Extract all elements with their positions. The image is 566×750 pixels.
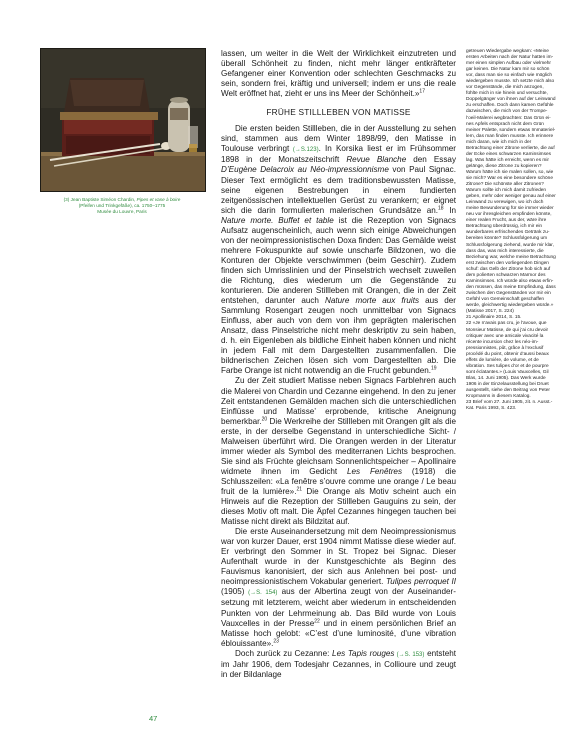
paragraph-3-text-b: Die Werkreihe der Stillleben mit Orangen gilt als die erste, in der derselbe Gegenstand in unterschiedliche Sicht- / Malweisen überführt wird. Die Orangen werden in der Literatur immer wieder als Symbol des mediterranen Lichts besprochen. Sie sind als Früchte gleichsam Sonnenlichtspeicher – Apollinaire widmete ihnen im Gedicht (221, 416, 456, 476)
title-les-fenetres: Les Fenêtres (347, 466, 403, 476)
page-ref-153[interactable]: (→S. 153) (394, 651, 425, 658)
title-nature-morte-buffet: Nature morte. Buffet et table (221, 215, 334, 225)
paragraph-2-text-c: den Essay (406, 155, 457, 165)
caption-details: (Pfeifen und Trinkgefäße), ca. 1750–1775 (78, 203, 166, 208)
paragraph-3-text-d: Die Orange als Motiv scheint auch ein Hinweis auf die Rezeption der Stillleben Gauguins zu sein, der dieses Motiv oft malt. Die Äpfel Cezannes hingegen tauchen bei Matisse nicht direkt als Bildzitat auf. (221, 486, 456, 527)
main-body-text (221, 49, 456, 680)
footnote-ref-20[interactable]: 20 (261, 415, 268, 422)
paragraph-5-text-a: Doch zurück zu Cezanne: (235, 648, 333, 658)
footnote-ref-21[interactable]: 21 (296, 486, 303, 493)
caption-title: Pipes et vase à boire (136, 197, 181, 202)
footnote-19-continued: getreuen Wiedergabe wegkam: «Meine ersten Arbeiten nach der Natur hatten immer einen simplen Aufbau oder vielmehr gar keinen. Die Natur kam mir so schön vor, dass man sie so einfach wie möglich wiedergeben musste. Ich setzte mich also vor Gegenstände, die mich anzogen, fühlte mich in sie hinein und versuchte, Doppelgänger von ihnen auf der Leinwand zu erschaffen. Doch dann kamen Gefühle dazwischen, die mich von der Trompe-l’oeil-Malerei wegbrachten: Das Grün eines Apfels entsprach nicht dem Grün meiner Palette, sondern etwas Immateriellem, das man finden musste. Ich erinnere mich daran, wie ich mich in der Betrachtung einer Zitrone verlierte, die auf der Ecke eines schwarzen Kaminsimses lag. Was hätte ich erreicht, wenn es mir gelänge, diese Zitrone zu kopieren? Warum hätte ich sie malen sollen, so, wie sie mich? War es eine besondere schöne Zitrone? Die schönste aller Zitronen? Warum sollte ich mich damit zufrieden geben, mehr oder weniger genau auf einer Leinwand zu verewigen, wo ich doch meine Bewunderung für sie immer wieder neu vor ihresgleichen empfinden könnte, einer realen Frucht, aus der, wäre ihre Betrachtung überdrüssig, ich mir ein wunderbares erfrischendes Getränk zubereiten könnte? Schlussfolgerung um Schlussfolgerung ziehend, wurde mir klar, dass das, was mich interessierte, die Beziehung war, welche meine Betrachtung erst zwischen den vorliegenden Dingen schuf: das Gelb der Zitrone hob sich auf dem polierten schwarzen Marmor des Kaminsimses. Ich würde also etwas erfinden müssen, das meine Empfindung, dass zwischen den Gegenständen vor mir ein Gefühl von Gemeinschaft geschaffen werde, gleichwertig wiedergeben würde.» (Matisse 2017, S. 224) (466, 49, 556, 315)
figure-caption (36, 197, 208, 215)
title-tulipes-perroquet: Tulipes perroquet II (385, 577, 456, 587)
paragraph-2 (221, 124, 456, 376)
paragraph-4-text-a: Die erste Auseinandersetzung mit dem Neoimpressionismus war von kurzer Dauer, erst 1904 nimmt Matisse diese wieder auf. Er verbringt den Sommer in St. Tropez bei Signac. Dieser Aufenthalt wurde in der Kunstgeschichte als Beginn des Fauvismus kanonisiert, der sich aus Anlehnen bei post- und neoimpressionistischem Vokabular generiert. (221, 527, 456, 587)
paragraph-1 (221, 49, 456, 99)
page-number: 47 (149, 714, 158, 723)
footnote-21: 21 Apollinaire 2014, S. 15. (466, 315, 522, 321)
caption-artist: (3) Jean Baptiste Siméon Chardin, (63, 197, 137, 202)
paragraph-4-text-b: (1905) (221, 587, 245, 597)
paragraph-2-text-a: Die ersten beiden Stillleben, die in der Ausstellung zu sehen sind, stammen aus dem Winter 1898/99, den Matisse in Toulouse verbringt (221, 124, 456, 154)
footnote-ref-17[interactable]: 17 (419, 88, 425, 95)
paragraph-2-text-g: aus der Sammlung Rosengart zeugen noch unmittelbar von Signacs Einfluss, aber auch von dem von ihm geprägten malerischen Ansatz, dass Pinselstriche nicht mehr deskriptiv zu sein haben, d. h. ein Eigenleben als bildliche Einheit haben können und nicht in jedem Fall mit dem Dargestellten zusammenfallen. Die bildnerischen Zeichen lösen sich vom Dargestellten ab. Die Farbe Orange ist nicht notwendig an die Frucht gebunden. (221, 296, 456, 376)
paragraph-5 (221, 649, 456, 680)
paragraph-4-text-d: und in einem persönlichen Brief an Matisse hoch gelobt: «C’est d’une luminosité, d’une vibration éblouissante». (221, 618, 456, 648)
paragraph-3-text-a: Zu der Zeit studiert Matisse neben Signacs Farblehren auch die Malerei von Chardin und Cezanne eingehend. In den zu jener Zeit entstandenen Gemälden machen sich die unterschiedlichen Einflüsse und Matisse’ erprobende, kritische Aneignung bemerkbar. (221, 376, 456, 426)
footnote-ref-18[interactable]: 18 (438, 204, 444, 211)
title-nature-morte-fruits: Nature morte aux fruits (325, 296, 420, 306)
paragraph-2-text-d: von Paul Signac. Dieser Text ermöglicht es dem traditionsbewussten Matisse, seine eigenen Bestrebungen in einem fundierten zeitgenössischen intellektuellen Gerüst zu verankern; er eignet sich die darin formulierten malerischen Grundsätze an. (221, 165, 456, 215)
footnote-23: 23 Brief vom 27. Juni 1905, zit. n. Ausst.-Kat. Paris 1993, S. 423. (466, 400, 553, 412)
paragraph-4-text-c: aus der Albertina zeugt von der Auseinandersetzung mit letzterem, weicht aber wiederum in entscheidenden Punkten von der Lehrmeinung ab. Das Bild wurde von Louis Vauxcelles in der Presse (221, 587, 456, 628)
footnote-ref-22[interactable]: 22 (314, 617, 320, 624)
footnote-22: 22 «Je n’avais pas cru, je l’avoue, que Monsieur Matisse, de qui j’ai cru devoir critiquer avec une amicale vivacité la récente incursion chez les néo-impressionnistes, pût, grâce à l’exclusif procédé du point, obtenir d’aussi beaux effets de lumière, de volume, et de vibration. Ses tulipes d’or et de pourpre sont éclatantes.» (Louis Vauxcelles, Gil Blas, 14. Juni 1905). Das Werk wurde 1906 in der Einzelausstellung bei Druet ausgestellt, siehe den Beitrag von Peter Kropmanns in diesem Katalog. (466, 321, 550, 400)
title-revue-blanche: Revue Blanche (346, 155, 407, 165)
paragraph-3-text-c: (1918) die Schlusszeilen: «La fenêtre s’ouvre comme une orange / Le beau fruit de la lumière». (221, 466, 456, 496)
paragraph-3 (221, 376, 456, 527)
section-heading: FRÜHE STILLLEBEN VON MATISSE (266, 107, 411, 118)
paragraph-1-text: lassen, um weiter in die Welt der Wirklichkeit einzutreten und überall Schönheit zu finden, nicht mehr länger entkräfteter Gefangener einer Konvention oder schlechten Geschmacks zu sein, sondern frei, kräftig und universell; indem er uns die reale Welt eröffnet hat, zieht er uns ins Meer der Schönheit.» (221, 49, 456, 99)
caption-location: Musée du Louvre, Paris (97, 209, 147, 214)
paragraph-2-text-e: In (443, 205, 456, 215)
footnote-ref-23[interactable]: 23 (273, 637, 279, 644)
footnotes-column (466, 49, 556, 413)
title-les-tapis-rouges: Les Tapis rouges (332, 648, 395, 658)
paragraph-2-text-b: . In Korsika liest er im Frühsommer 1898 in der Monatszeitschrift (221, 144, 457, 165)
paragraph-2-text-f: ist die Rezeption von Signacs Aufsatz augenscheinlich, auch wenn sich einige Abweichungen von der neoimpressionistischen Doxa finden: Das Gemälde weist mehrere Fokuspunkte auf sowie unscharfe Bildzonen, wo die Konturen der Objekte verschwimmen (beim Geschirr). Zudem finden sich Umrisslinien und der Pinselstrich wechselt zuweilen die Richtung, dies wiederum um die Gegenstände zu konturieren. Die anderen Stillleben mit Orangen, die in der Zeit entstehen, darunter auch (221, 215, 456, 306)
page-ref-154[interactable]: (→S. 154) (244, 590, 278, 597)
page-ref-123[interactable]: (→S.123) (289, 147, 319, 154)
paragraph-5-text-b: entsteht im Jahr 1906, dem Todesjahr Cezannes, in Collioure und zeugt in der Bildanlage (221, 648, 456, 679)
title-essay: D’Eugène Delacroix au Néo-impressionnisme (221, 165, 389, 175)
footnote-ref-19[interactable]: 19 (431, 365, 437, 372)
chardin-painting-image (40, 48, 206, 192)
paragraph-4 (221, 527, 456, 649)
